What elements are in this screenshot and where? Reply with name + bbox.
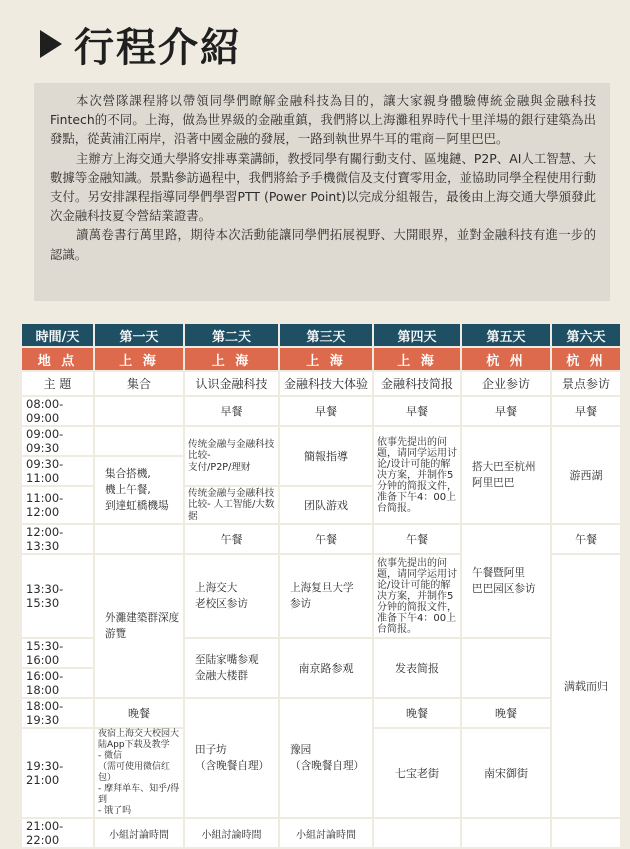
schedule-cell: 依事先提出的问题，请同学运用讨论/设计可能的解决方案，并制作5分钟的简报文件，准备下午4：00上台简报。 — [374, 427, 460, 523]
time-cell: 19:30-21:00 — [22, 729, 93, 817]
time-cell: 09:30-11:00 — [22, 457, 93, 485]
header-cell: 第四天 — [374, 324, 460, 346]
table-row — [22, 397, 620, 425]
location-row — [22, 348, 620, 370]
schedule-cell: 满载而归 — [552, 555, 620, 817]
schedule-cell: 集合搭機, 機上午餐, 到達虹橋機場 — [95, 457, 183, 523]
intro-paragraph-2: 主辦方上海交通大學將安排專業講師，教授同學有關行動支付、區塊鏈、P2P、AI人工智慧、大數據等金融知識。景點參訪過程中，我們將給予手機微信及支付寶零用金，並協助同學全程使用行動支付。另安排課程指導同學們學習PTT (Power Point)以完成分組報告，最後由上海交通大學頒發此次金融科技夏令營結業證書。 — [50, 150, 596, 224]
schedule-cell: 早餐 — [374, 397, 460, 425]
intro-box — [34, 83, 610, 301]
table-row — [22, 427, 620, 455]
schedule-cell: 南宋御街 — [462, 729, 550, 817]
location-cell: 杭 州 — [462, 348, 550, 370]
schedule-cell: 搭大巴至杭州 阿里巴巴 — [462, 427, 550, 523]
theme-cell: 企业参访 — [462, 372, 550, 395]
time-cell: 08:00-09:00 — [22, 397, 93, 425]
empty-cell — [462, 819, 550, 847]
time-cell: 15:30-16:00 — [22, 639, 93, 667]
time-cell: 16:00-18:00 — [22, 669, 93, 697]
location-cell: 上 海 — [374, 348, 460, 370]
theme-cell: 金融科技简报 — [374, 372, 460, 395]
theme-cell: 金融科技大体验 — [280, 372, 372, 395]
schedule-cell: 发表简报 — [374, 639, 460, 697]
intro-paragraph-3: 讀萬卷書行萬里路，期待本次活動能讓同學們拓展視野、大開眼界，並對金融科技有進一步的認識。 — [50, 227, 596, 262]
empty-cell — [95, 397, 183, 425]
schedule-cell: 早餐 — [462, 397, 550, 425]
time-cell: 11:00-12:00 — [22, 487, 93, 523]
schedule-cell: 早餐 — [185, 397, 278, 425]
schedule-cell: 上海交大 老校区参访 — [185, 555, 278, 637]
schedule-table — [20, 322, 622, 849]
schedule-cell: 游西湖 — [552, 427, 620, 523]
schedule-cell: 夜宿上海交大校园大陆App下载及教学 - 微信 （需可使用微信红包） - 摩拜单车、知乎/得到 - 饿了吗 — [95, 729, 183, 817]
header-row — [22, 324, 620, 346]
schedule-cell: 小組討論時間 — [280, 819, 372, 847]
theme-cell: 集合 — [95, 372, 183, 395]
header-cell: 第五天 — [462, 324, 550, 346]
empty-cell — [95, 525, 183, 553]
schedule-cell: 传统金融与金融科技比较- 支付/P2P/理财 — [185, 427, 278, 485]
location-cell: 杭 州 — [552, 348, 620, 370]
time-cell: 09:00-09:30 — [22, 427, 93, 455]
schedule-cell: 传统金融与金融科技比较- 人工智能/大数据 — [185, 487, 278, 523]
theme-cell: 认识金融科技 — [185, 372, 278, 395]
time-cell: 13:30-15:30 — [22, 555, 93, 637]
schedule-cell: 团队游戏 — [280, 487, 372, 523]
schedule-cell: 晚餐 — [95, 699, 183, 727]
schedule-cell: 簡報指導 — [280, 427, 372, 485]
theme-cell: 景点参访 — [552, 372, 620, 395]
schedule-cell: 午餐 — [185, 525, 278, 553]
table-row — [22, 699, 620, 727]
triangle-bullet-icon — [40, 30, 62, 58]
location-cell: 上 海 — [95, 348, 183, 370]
schedule-cell: 晚餐 — [374, 699, 460, 727]
header-cell: 第六天 — [552, 324, 620, 346]
time-cell: 18:00-19:30 — [22, 699, 93, 727]
location-cell: 地 点 — [22, 348, 93, 370]
header-cell: 第二天 — [185, 324, 278, 346]
schedule-cell: 依事先提出的问题，请同学运用讨论/设计可能的解决方案，并制作5分钟的简报文件，准备下午4：00上台简报。 — [374, 555, 460, 637]
schedule-cell: 上海复旦大学 参访 — [280, 555, 372, 637]
table-row — [22, 525, 620, 553]
location-cell: 上 海 — [185, 348, 278, 370]
schedule-cell: 小組討論時間 — [185, 819, 278, 847]
empty-cell — [462, 639, 550, 697]
schedule-cell: 午餐暨阿里 巴巴园区参访 — [462, 525, 550, 637]
schedule-cell: 午餐 — [552, 525, 620, 553]
schedule-cell: 七宝老街 — [374, 729, 460, 817]
header-cell: 時間/天 — [22, 324, 93, 346]
empty-cell — [95, 427, 183, 455]
empty-cell — [374, 819, 460, 847]
schedule-cell: 田子坊 （含晚餐自理） — [185, 699, 278, 817]
time-cell: 12:00-13:30 — [22, 525, 93, 553]
schedule-cell: 午餐 — [280, 525, 372, 553]
schedule-cell: 南京路参观 — [280, 639, 372, 697]
page-title: 行程介紹 — [74, 24, 242, 71]
table-row — [22, 819, 620, 847]
schedule-cell: 外灘建築群深度游覽 — [95, 555, 183, 697]
schedule-cell: 晚餐 — [462, 699, 550, 727]
location-cell: 上 海 — [280, 348, 372, 370]
theme-cell: 主 題 — [22, 372, 93, 395]
empty-cell — [552, 819, 620, 847]
header-cell: 第三天 — [280, 324, 372, 346]
intro-paragraph-1: 本次營隊課程將以帶領同學們瞭解金融科技為目的，讓大家親身體驗傳統金融與金融科技Fintech的不同。上海，做為世界級的金融重鎮，我們將以上海灘租界時代十里洋場的銀行建築為出發點，從黃浦江兩岸，沿著中國金融的發展，一路到執世界牛耳的電商－阿里巴巴。 — [50, 93, 596, 147]
time-cell: 21:00-22:00 — [22, 819, 93, 847]
schedule-cell: 早餐 — [280, 397, 372, 425]
schedule-cell: 豫园 （含晚餐自理） — [280, 699, 372, 817]
schedule-cell: 至陆家嘴参观 金融大楼群 — [185, 639, 278, 697]
schedule-cell: 早餐 — [552, 397, 620, 425]
section-header — [40, 18, 242, 70]
schedule-cell: 午餐 — [374, 525, 460, 553]
theme-row — [22, 372, 620, 395]
header-cell: 第一天 — [95, 324, 183, 346]
schedule-cell: 小組討論時間 — [95, 819, 183, 847]
